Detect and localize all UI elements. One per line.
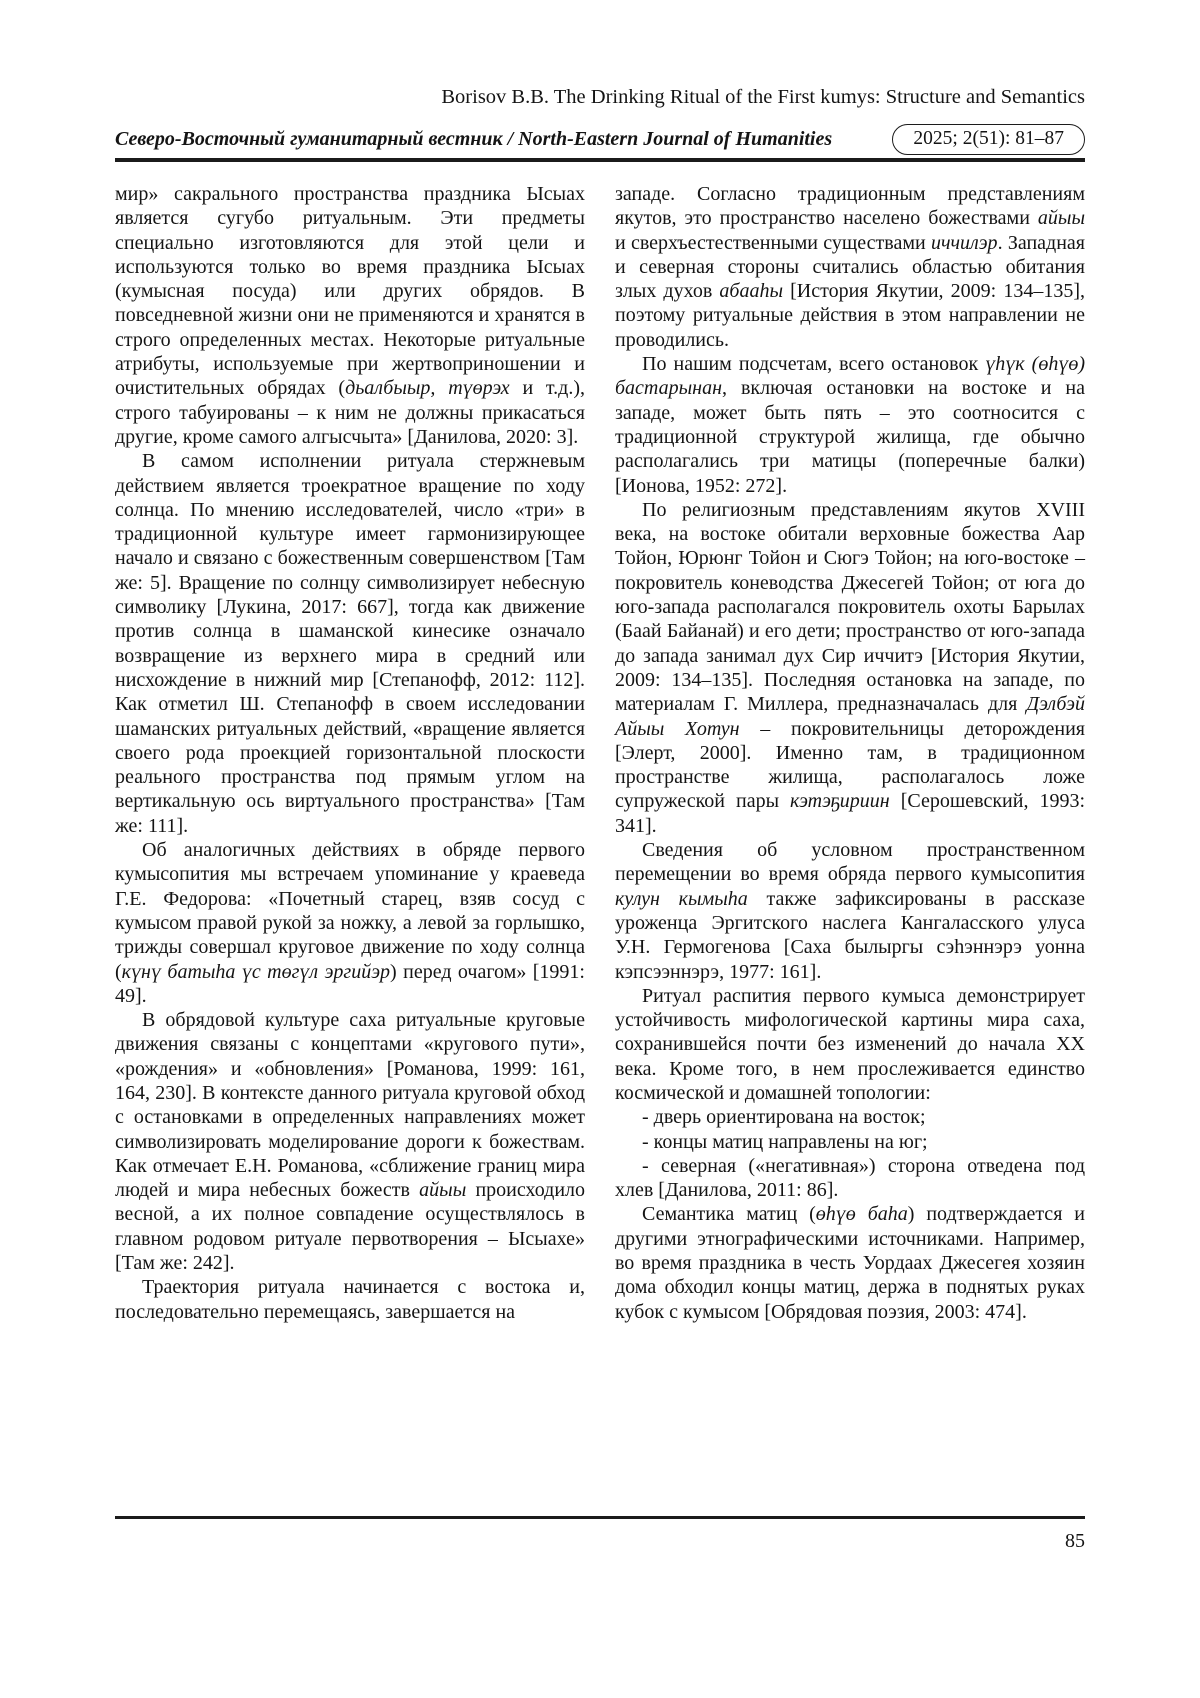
text-run: Семантика матиц ( — [642, 1203, 816, 1226]
text-run: - северная («негативная») сторона отведена под хлев [Данилова, 2011: 86]. — [615, 1154, 1085, 1202]
paragraph — [615, 498, 1085, 838]
text-run: . Западная и северная стороны считались областью обитания злых духов — [615, 231, 1085, 303]
paragraph — [115, 449, 585, 838]
paragraph — [115, 1275, 585, 1324]
paragraph — [615, 1154, 1085, 1203]
paragraph — [615, 1202, 1085, 1323]
running-head: Borisov B.B. The Drinking Ritual of the First kumys: Structure and Semantics — [441, 86, 1085, 108]
page-number: 85 — [1065, 1530, 1085, 1552]
two-column-body — [115, 182, 1085, 1324]
italic-term: иччилэр — [930, 231, 998, 254]
paragraph — [615, 182, 1085, 352]
text-run: ) перед очагом» [1991: 49]. — [115, 960, 585, 1007]
italic-term: күнү батыһа үс төгүл эргийэр — [121, 960, 391, 983]
italic-term: айыы — [419, 1179, 467, 1202]
text-run: [Серошевский, 1993: 341]. — [615, 790, 1085, 837]
text-run: и т.д.), строго табуированы – к ним не должны прикасаться другие, кроме самого алгысчыта» [Данилова, 2020: 3]. — [115, 377, 586, 448]
text-run: западе. Согласно традиционным представлениям якутов, это пространство населено божествами — [615, 183, 1085, 230]
paragraph — [615, 838, 1085, 984]
header-rule — [115, 158, 1085, 162]
paragraph — [615, 1105, 1085, 1129]
text-run: Сведения об условном пространственном перемещении во время обряда первого кумысопития — [615, 839, 1085, 886]
italic-term: абааһы — [719, 280, 784, 303]
issue-badge: 2025; 2(51): 81–87 — [892, 124, 1085, 155]
text-run: – покровительницы деторождения [Элерт, 2000]. Именно там, в традиционном пространстве жилища, располагалось ложе супружеской пары — [615, 717, 1085, 813]
italic-term: үһүк (өһүө) бастарынан — [615, 353, 1085, 400]
italic-term: кулун кымыһа — [615, 887, 748, 910]
text-run: ) подтверждается и другими этнографическими источниками. Например, во время праздника в честь Уордаах Джесегея хозяин дома обходил концы матиц, держа в поднятых руках кубок с кумысом [Обрядовая поэзия, 2003: 474]. — [615, 1203, 1085, 1323]
text-run: По религиозным представлениям якутов XVIII века, на востоке обитали верховные божества Аар Тойон, Юрюнг Тойон и Сюгэ Тойон; на юго-востоке – покровитель коневодства Джесегей Тойон; от юга до юго-запада располагался покровитель охоты Барылах (Баай Байанай) и его дети; пространство от юго-запада до запада занимал дух Сир иччитэ [История Якутии, 2009: 134–135]. Последняя остановка на западе, по материалам Г. Миллера, предназначалась для — [615, 498, 1085, 716]
text-run: , включая остановки на востоке и на западе, может быть пять – это соотносится с традиционной структурой жилища, где обычно располагались три матицы (поперечные балки) [Ионова, 1952: 272]. — [615, 377, 1085, 497]
text-run: Траектория ритуала начинается с востока и, последовательно перемещаясь, завершается на — [115, 1276, 585, 1323]
text-run: В самом исполнении ритуала стержневым действием является троекратное вращение по ходу солнца. По мнению исследователей, число «три» в традиционной культуре имеет гармонизирующее начало и связано с божественным совершенством [Там же: 5]. Вращение по солнцу символизирует небесную символику [Лукина, 2017: 667], тогда как движение против солнца в шаманской кинесике означало возвращение из верхнего мира в средний или нисхождение в нижний мир [Степанофф, 2012: 112]. Как отметил Ш. Степанофф в своем исследовании шаманских ритуальных действий, «вращение является своего рода проекцией горизонтальной плоскости реального пространства под прямым углом на вертикальную ось виртуального пространства» [Там же: 111]. — [115, 450, 585, 837]
italic-term: айыы — [1037, 207, 1085, 230]
text-run: также зафиксированы в рассказе уроженца Эргитского наслега Кангаласского улуса У.Н. Гермогенова [Саха былыргы сэһэннэрэ уонна кэпсээннэрэ, 1977: 161]. — [615, 887, 1085, 983]
text-run: мир» сакрального пространства праздника Ысыах является сугубо ритуальным. Эти предметы специально изготовляются для этой цели и используются только во время праздника Ысыах (кумысная посуда) или других обрядов. В повседневной жизни они не применяются и хранятся в строго определенных местах. Некоторые ритуальные атрибуты, используемые при жертвоприношении и очистительных обрядах ( — [115, 183, 585, 400]
journal-title: Северо-Восточный гуманитарный вестник / North-Eastern Journal of Humanities — [115, 128, 833, 150]
footer-rule — [115, 1516, 1085, 1519]
text-run: Об аналогичных действиях в обряде первого кумысопития мы встречаем упоминание у краеведа Г.Е. Федорова: «Почетный старец, взяв сосуд с кумысом правой рукой за ножку, а левой за горлышко, трижды совершал круговое движение по ходу солнца ( — [115, 839, 585, 983]
text-run: - дверь ориентирована на восток; — [642, 1106, 926, 1129]
text-run: Ритуал распития первого кумыса демонстрирует устойчивость мифологической картины мира саха, сохранившейся почти без изменений до начала XX века. Кроме того, в нем прослеживается единство космической и домашней топологии: — [615, 984, 1085, 1104]
italic-term: Дэлбэй Айыы Хотун — [615, 693, 1085, 740]
column-right — [615, 182, 1085, 1324]
column-left — [115, 182, 585, 1324]
paragraph — [115, 182, 585, 449]
paragraph — [115, 838, 585, 1008]
italic-term: кэтэҕириин — [790, 790, 890, 813]
text-run: происходило весной, а их полное совпадение осуществлялось в главном родовом ритуале первотворения – Ысыахе» [Там же: 242]. — [115, 1179, 586, 1275]
text-run: В обрядовой культуре саха ритуальные круговые движения связаны с концептами «кругового пути», «рождения» и «обновления» [Романова, 1999: 161, 164, 230]. В контексте данного ритуала круговой обход с остановками в определенных направлениях может символизировать моделирование дороги к божествам. Как отмечает Е.Н. Романова, «сближение границ мира людей и мира небесных божеств — [115, 1009, 585, 1202]
journal-header-row — [115, 124, 1085, 155]
paragraph — [615, 984, 1085, 1105]
paragraph — [615, 1130, 1085, 1154]
text-run: [История Якутии, 2009: 134–135], поэтому ритуальные действия в этом направлении не проводились. — [615, 280, 1085, 351]
paragraph — [115, 1008, 585, 1275]
italic-term: өһүө баһа — [815, 1203, 908, 1226]
paragraph — [615, 352, 1085, 498]
italic-term: дьалбыыр, түөрэх — [345, 377, 510, 400]
text-run: По нашим подсчетам, всего остановок — [642, 353, 986, 376]
text-run: - концы матиц направлены на юг; — [642, 1130, 928, 1153]
text-run: и сверхъестественными существами — [615, 231, 931, 254]
